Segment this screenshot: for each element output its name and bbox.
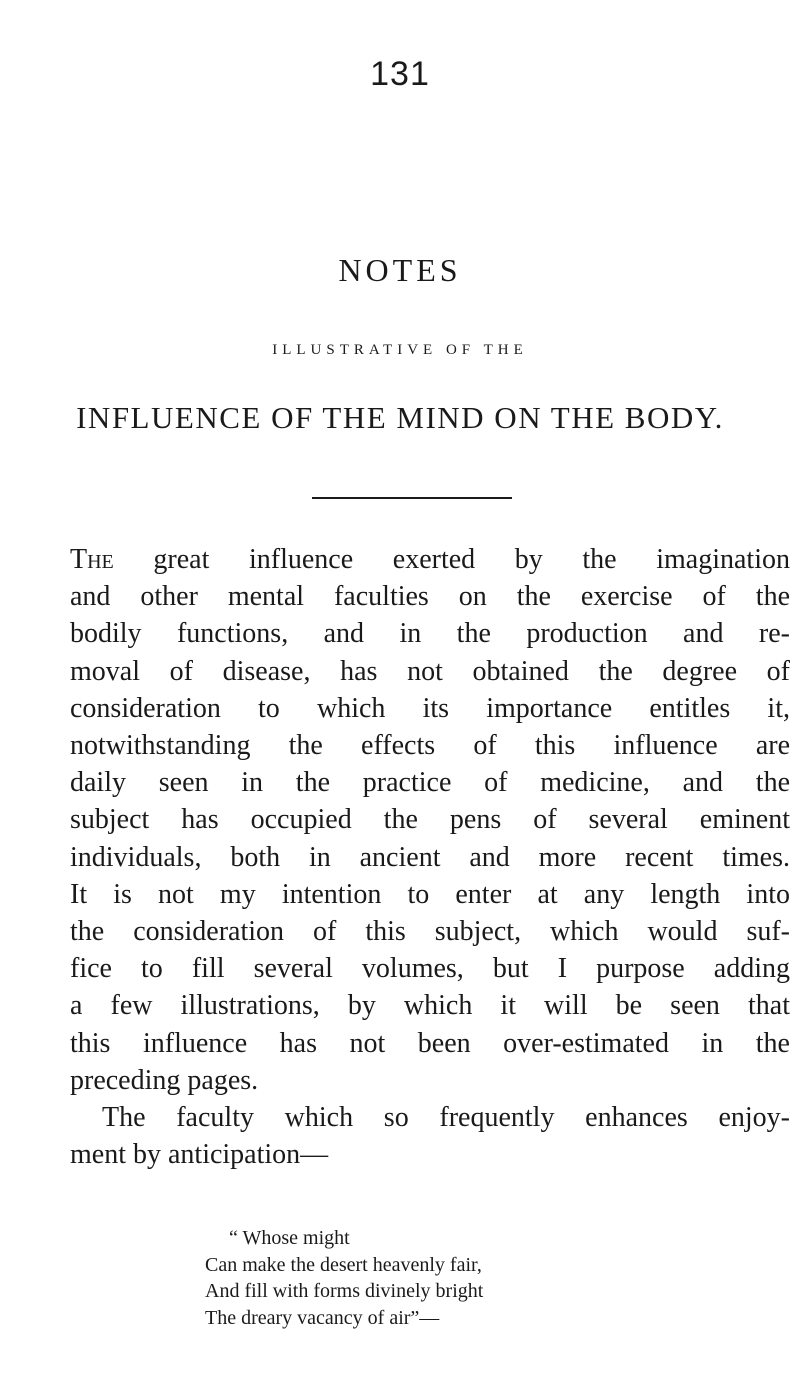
paragraph-line: moval of disease, has not obtained the degree of (70, 655, 790, 687)
paragraph-line: It is not my intention to enter at any length into (70, 878, 790, 910)
first-word: The (70, 544, 114, 575)
paragraph-line: subject has occupied the pens of several eminent (70, 804, 790, 836)
divider-rule (312, 497, 512, 499)
paragraph-line: a few illustrations, by which it will be seen that (70, 990, 790, 1022)
paragraph-line: The faculty which so frequently enhances enjoy- (102, 1102, 790, 1134)
paragraph-line: notwithstanding the effects of this influence are (70, 730, 790, 762)
paragraph-line: fice to fill several volumes, but I purpose adding (70, 953, 790, 985)
paragraph-line: and other mental faculties on the exercise of the (70, 581, 790, 613)
subtitle-main: INFLUENCE OF THE MIND ON THE BODY. (76, 400, 724, 435)
poem-quote (205, 1225, 625, 1331)
poem-line: And fill with forms divinely bright (205, 1280, 484, 1302)
paragraph-line: this influence has not been over-estimated in the (70, 1027, 790, 1059)
paragraph-line: ment by anticipation— (70, 1139, 329, 1171)
page-number: 131 (370, 55, 430, 93)
paragraph-line: daily seen in the practice of medicine, and the (70, 767, 790, 799)
paragraph-line: bodily functions, and in the production and re- (70, 618, 790, 650)
body-text (70, 541, 790, 1173)
poem-line: “ Whose might (229, 1227, 350, 1249)
poem-line: The dreary vacancy of air”— (205, 1306, 440, 1329)
paragraph-line: the consideration of this subject, which would suf- (70, 916, 790, 948)
page-title: NOTES (338, 252, 462, 288)
paragraph-line: consideration to which its importance entitles it, (70, 692, 790, 724)
paragraph-line: preceding pages. (70, 1064, 259, 1096)
paragraph-line: The great influence exerted by the imagination (70, 544, 790, 575)
paragraph-line: individuals, both in ancient and more recent times. (70, 841, 790, 873)
poem-line: Can make the desert heavenly fair, (205, 1253, 482, 1276)
subtitle-small: ILLUSTRATIVE OF THE (272, 342, 528, 358)
